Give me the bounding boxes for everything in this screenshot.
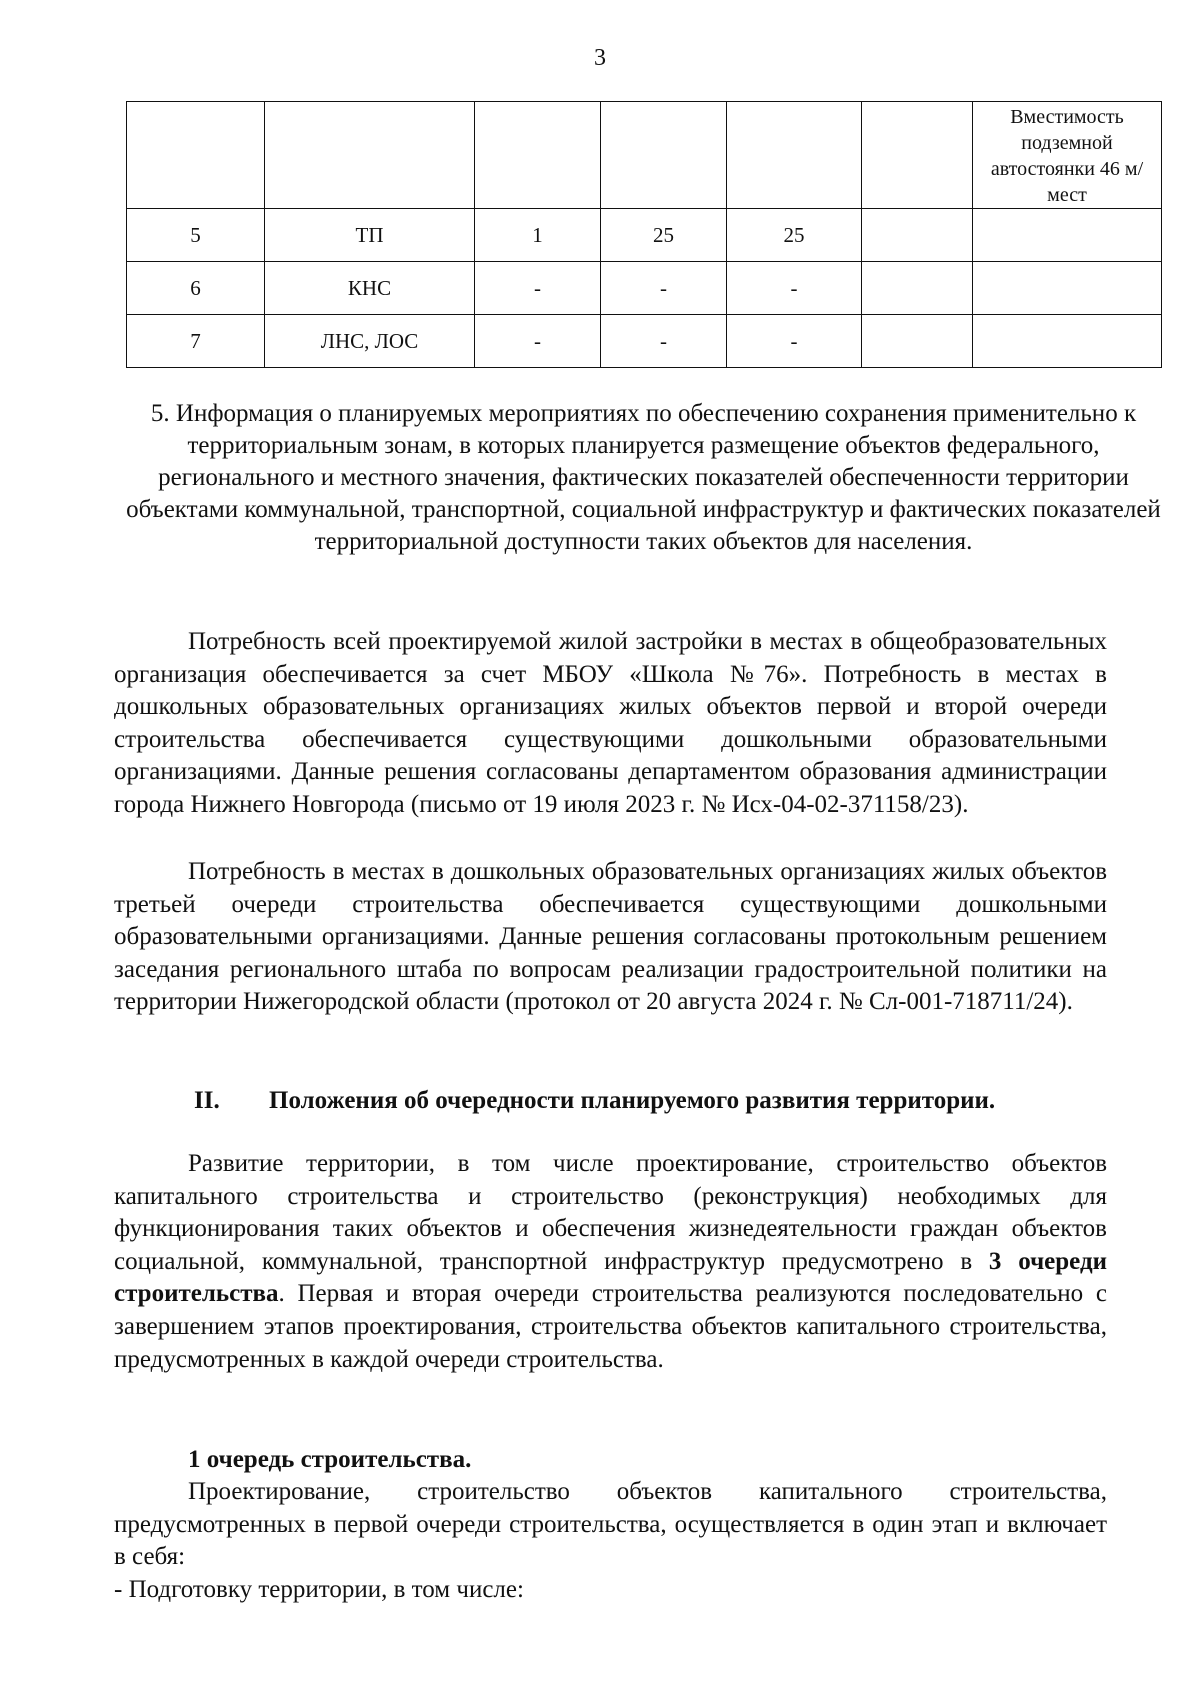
table-row	[127, 315, 1162, 368]
table-cell	[973, 262, 1162, 315]
table-cell: 6	[127, 262, 265, 315]
table-cell: ТП	[265, 209, 475, 262]
table-cell	[973, 315, 1162, 368]
table-cell: -	[601, 315, 727, 368]
bold-phrase: 3 очереди строительства	[114, 1247, 1107, 1308]
page-number: 3	[594, 45, 606, 71]
table-cell: ЛНС, ЛОС	[265, 315, 475, 368]
table-cell	[862, 262, 973, 315]
chapter-title: Положения об очередности планируемого развития территории.	[269, 1087, 996, 1114]
table-cell	[127, 102, 265, 209]
table-cell	[601, 102, 727, 209]
table-cell	[727, 102, 862, 209]
table-cell	[475, 102, 601, 209]
table-cell	[862, 315, 973, 368]
table-cell: КНС	[265, 262, 475, 315]
table-cell	[973, 209, 1162, 262]
paragraph-text: Потребность в местах в дошкольных образовательных организациях жилых объектов третьей очереди строительства обеспечивается существующими дошкольными образовательными организациями. Данные решения согласованы протокольным решением заседания регионального штаба по вопросам реализации градостроительной политики на территории Нижегородской области (протокол от 20 августа 2024 г. № Сл-001-718711/24).	[114, 858, 1107, 1016]
paragraph-text: Потребность всей проектируемой жилой застройки в местах в общеобразовательных организация обеспечивается за счет МБОУ «Школа №76». Потребность в местах в дошкольных образовательных организациях жилых объектов первой и второй очереди строительства обеспечивается существующими дошкольными образовательными организациями. Данные решения согласованы департаментом образования администрации города Нижнего Новгорода (письмо от 19 июля 2023 г. № Исх-04-02-371158/23).	[114, 628, 1107, 818]
paragraph-text: Проектирование, строительство объектов капитального строительства, предусмотренных в первой очереди строительства, осуществляется в один этап и включает в себя:	[114, 1478, 1107, 1571]
table-cell: 25	[601, 209, 727, 262]
paragraph-development	[114, 1148, 1107, 1376]
parking-capacity-cell: Вместимость подземной автостоянки 46 м/мест	[973, 102, 1162, 209]
table-row	[127, 262, 1162, 315]
objects-table	[126, 101, 1162, 368]
table-cell: -	[601, 262, 727, 315]
table-cell: 7	[127, 315, 265, 368]
paragraph-stage-1	[114, 1476, 1107, 1574]
chapter-number: II.	[194, 1087, 220, 1114]
table-cell	[265, 102, 475, 209]
table-cell: 1	[475, 209, 601, 262]
paragraph-kindergartens	[114, 856, 1107, 1019]
table-row	[127, 209, 1162, 262]
table-header-row	[127, 102, 1162, 209]
table-cell: -	[475, 315, 601, 368]
list-item: - Подготовку территории, в том числе:	[114, 1576, 524, 1603]
table-cell	[862, 209, 973, 262]
section-5-heading: 5. Информация о планируемых мероприятиях по обеспечению сохранения применительно к территориальным зонам, в которых планируется размещение объектов федерального, регионального и местного значения, фактических показателей обеспеченности территории объектами коммунальной, транспортной, социальной инфраструктур и фактических показателей территориальной доступности таких объектов для населения.	[126, 400, 1161, 555]
table-cell: -	[475, 262, 601, 315]
paragraph-schools	[114, 626, 1107, 822]
table-cell: -	[727, 262, 862, 315]
table-cell: 5	[127, 209, 265, 262]
table-cell	[862, 102, 973, 209]
table-cell: 25	[727, 209, 862, 262]
stage-1-heading: 1 очередь строительства.	[188, 1446, 472, 1473]
table-cell: -	[727, 315, 862, 368]
paragraph-text: Развитие территории, в том числе проектирование, строительство объектов капитального строительства и строительство (реконструкция) необходимых для функционирования таких объектов и обеспечения жизнедеятельности граждан объектов социальной, коммунальной, транспортной инфраструктур предусмотрено в	[114, 1150, 1107, 1275]
paragraph-text: . Первая и вторая очереди строительства реализуются последовательно с завершением этапов проектирования, строительства объектов капитального строительства, предусмотренных в каждой очереди строительства.	[114, 1280, 1107, 1373]
